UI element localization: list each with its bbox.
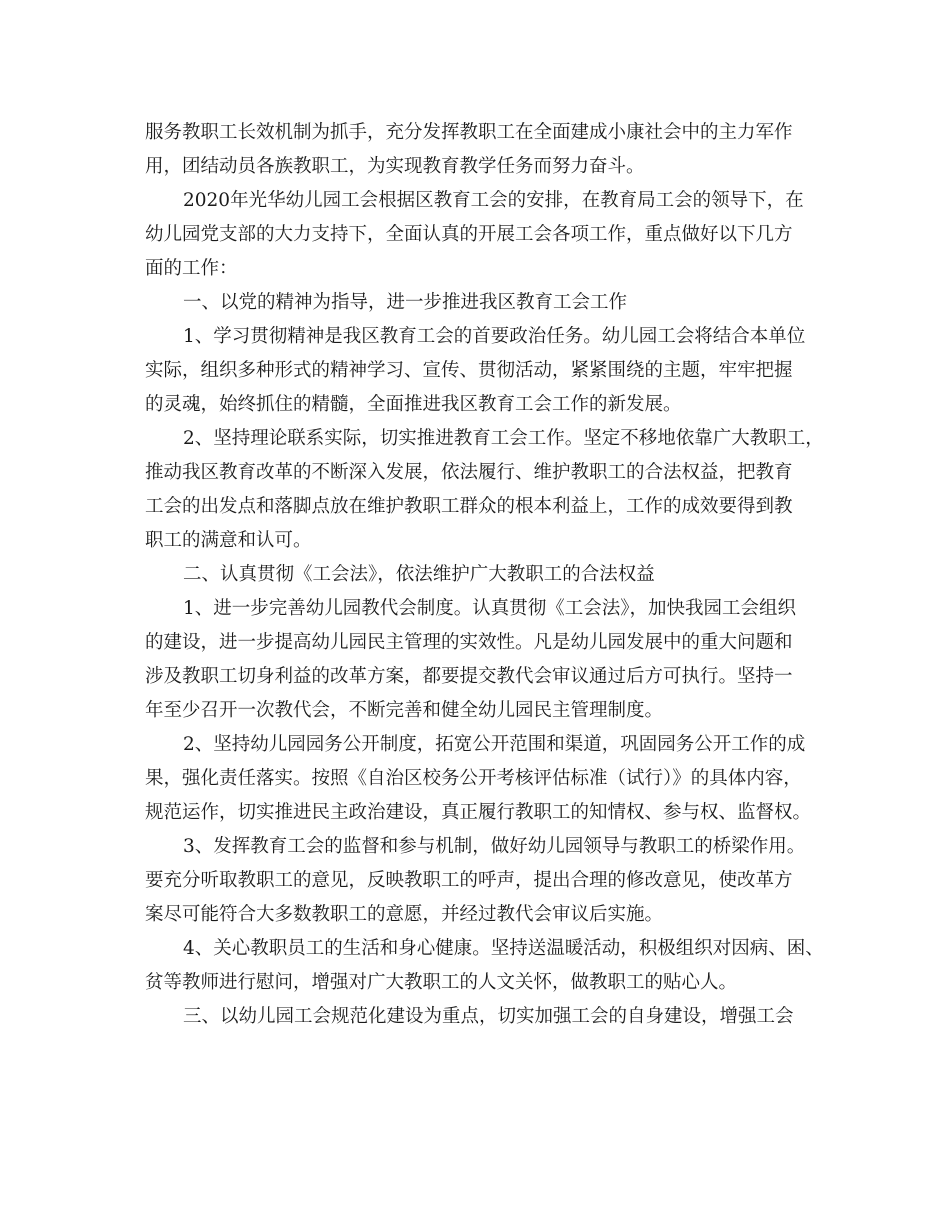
document-body [145,116,824,1034]
text-line: 的建设，进一步提高幼儿园民主管理的实效性。凡是幼儿园发展中的重大问题和 [145,632,793,653]
text-line: 面的工作： [145,258,238,279]
paragraph [145,728,815,830]
text-line: 1、学习贯彻精神是我区教育工会的首要政治任务。幼儿园工会将结合本单位 [183,326,806,347]
paragraph [145,1000,815,1034]
paragraph [145,116,815,184]
text-line: 4、关心教职员工的生活和身心健康。坚持送温暖活动，积极组织对因病、困、 [183,938,824,959]
text-line: 三、以幼儿园工会规范化建设为重点，切实加强工会的自身建设，增强工会 [183,1006,794,1027]
text-line: 幼儿园党支部的大力支持下，全面认真的开展工会各项工作，重点做好以下几方 [145,224,793,245]
paragraph [145,830,815,932]
text-line: 案尽可能符合大多数教职工的意愿，并经过教代会审议后实施。 [145,904,664,925]
text-line: 工会的出发点和落脚点放在维护教职工群众的根本利益上，工作的成效要得到教 [145,496,793,517]
text-line: 服务教职工长效机制为抓手，充分发挥教职工在全面建成小康社会中的主力军作 [145,122,793,143]
paragraph [145,184,815,286]
text-line: 一、以党的精神为指导，进一步推进我区教育工会工作 [183,292,628,313]
text-line: 涉及教职工切身利益的改革方案，都要提交教代会审议通过后方可执行。坚持一 [145,666,793,687]
text-line: 职工的满意和认可。 [145,530,312,551]
text-line: 用，团结动员各族教职工，为实现教育教学任务而努力奋斗。 [145,156,645,177]
text-line: 贫等教师进行慰问，增强对广大教职工的人文关怀，做教职工的贴心人。 [145,972,738,993]
text-line: 2020年光华幼儿园工会根据区教育工会的安排，在教育局工会的领导下，在 [183,190,804,211]
text-line: 1、进一步完善幼儿园教代会制度。认真贯彻《工会法》，加快我园工会组织 [183,598,797,619]
paragraph [145,558,815,592]
text-line: 二、认真贯彻《工会法》，依法维护广大教职工的合法权益 [183,564,655,585]
text-line: 2、坚持幼儿园园务公开制度，拓宽公开范围和渠道，巩固园务公开工作的成 [183,734,806,755]
text-line: 的灵魂，始终抓住的精髓，全面推进我区教育工会工作的新发展。 [145,394,682,415]
paragraph [145,592,815,728]
paragraph [145,422,824,558]
paragraph [145,932,824,1000]
text-line: 规范运作，切实推进民主政治建设，真正履行教职工的知情权、参与权、监督权。 [145,802,812,823]
text-line: 3、发挥教育工会的监督和参与机制，做好幼儿园领导与教职工的桥梁作用。 [183,836,806,857]
text-line: 实际，组织多种形式的精神学习、宣传、贯彻活动，紧紧围绕的主题，牢牢把握 [145,360,793,381]
paragraph [145,286,815,320]
text-line: 要充分听取教职工的意见，反映教职工的呼声，提出合理的修改意见，使改革方 [145,870,793,891]
text-line: 果，强化责任落实。按照《自治区校务公开考核评估标准（试行）》的具体内容， [145,768,802,789]
text-line: 年至少召开一次教代会，不断完善和健全幼儿园民主管理制度。 [145,700,664,721]
paragraph [145,320,815,422]
text-line: 推动我区教育改革的不断深入发展，依法履行、维护教职工的合法权益，把教育 [145,462,793,483]
text-line: 2、坚持理论联系实际，切实推进教育工会工作。坚定不移地依靠广大教职工， [183,428,824,449]
